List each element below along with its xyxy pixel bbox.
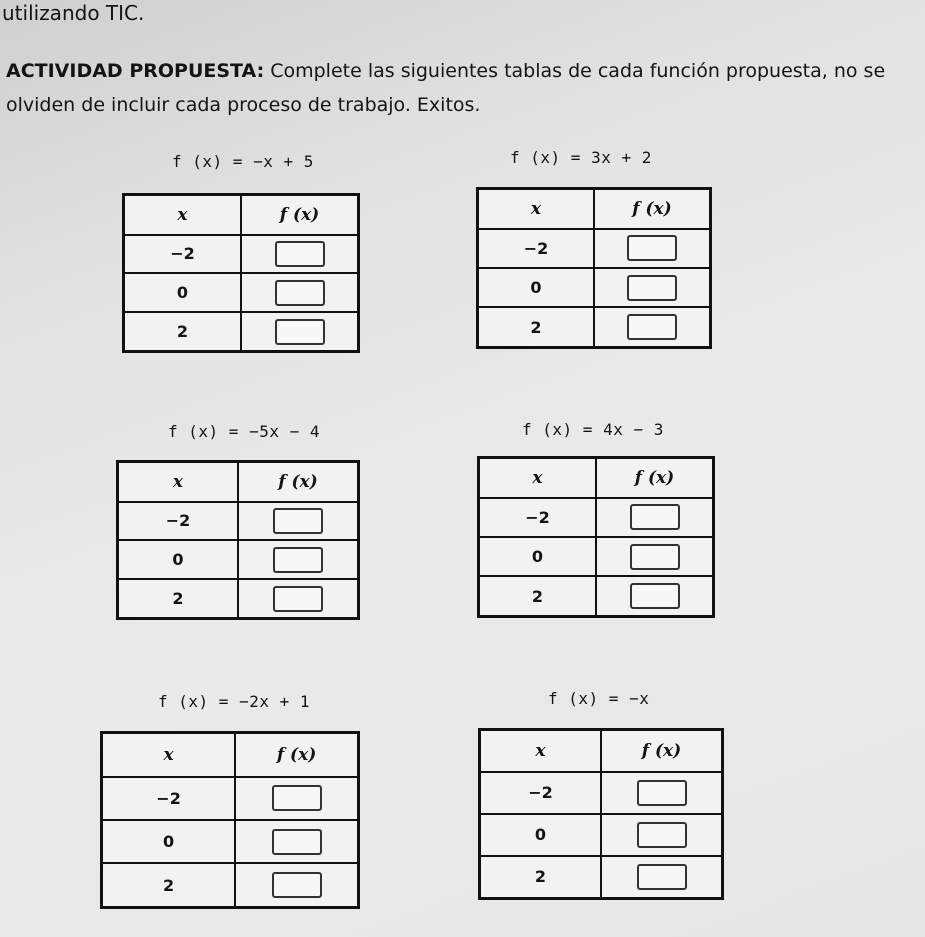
table-header-fx: f (x): [601, 730, 723, 772]
answer-box[interactable]: [273, 508, 323, 534]
fx-answer-cell[interactable]: [235, 820, 358, 863]
table-header-x: x: [102, 733, 236, 777]
answer-box[interactable]: [275, 319, 325, 345]
table-header-fx: f (x): [238, 462, 359, 502]
fx-answer-cell[interactable]: [241, 312, 359, 351]
intro-fragment: utilizando TIC.: [2, 1, 145, 25]
answer-box[interactable]: [275, 280, 325, 306]
fx-answer-cell[interactable]: [594, 229, 711, 268]
function-formula-2: f (x) = 3x + 2: [510, 148, 652, 167]
fx-answer-cell[interactable]: [601, 814, 723, 856]
fx-answer-cell[interactable]: [594, 268, 711, 307]
answer-box[interactable]: [630, 544, 680, 570]
function-table-3: [116, 460, 360, 620]
function-table-1: [122, 193, 360, 353]
table-header-fx: f (x): [594, 189, 711, 229]
function-table-2: [476, 187, 712, 349]
x-value-cell: −2: [124, 235, 242, 274]
x-value-cell: −2: [478, 229, 595, 268]
x-value-cell: 0: [478, 268, 595, 307]
fx-answer-cell[interactable]: [238, 502, 359, 541]
x-value-cell: −2: [480, 772, 602, 814]
fx-answer-cell[interactable]: [601, 772, 723, 814]
x-value-cell: 0: [479, 537, 597, 576]
function-table-6: [478, 728, 724, 900]
x-value-cell: −2: [102, 777, 236, 820]
answer-box[interactable]: [630, 583, 680, 609]
answer-box[interactable]: [627, 235, 677, 261]
answer-box[interactable]: [273, 586, 323, 612]
function-formula-5: f (x) = −2x + 1: [158, 692, 310, 711]
table-header-fx: f (x): [235, 733, 358, 777]
table-header-x: x: [118, 462, 239, 502]
x-value-cell: 2: [480, 856, 602, 899]
table-header-x: x: [124, 195, 242, 235]
answer-box[interactable]: [272, 872, 322, 898]
x-value-cell: −2: [118, 502, 239, 541]
answer-box[interactable]: [275, 241, 325, 267]
function-formula-6: f (x) = −x: [548, 689, 650, 708]
table-header-fx: f (x): [241, 195, 359, 235]
function-formula-3: f (x) = −5x − 4: [168, 422, 320, 441]
answer-box[interactable]: [273, 547, 323, 573]
x-value-cell: 0: [102, 820, 236, 863]
x-value-cell: 0: [480, 814, 602, 856]
answer-box[interactable]: [630, 504, 680, 530]
fx-answer-cell[interactable]: [596, 576, 714, 616]
x-value-cell: 2: [124, 312, 242, 351]
table-header-fx: f (x): [596, 458, 714, 498]
x-value-cell: 2: [102, 863, 236, 907]
function-table-4: [477, 456, 715, 618]
function-formula-4: f (x) = 4x − 3: [522, 420, 664, 439]
x-value-cell: 2: [479, 576, 597, 616]
fx-answer-cell[interactable]: [235, 777, 358, 820]
x-value-cell: −2: [479, 498, 597, 537]
fx-answer-cell[interactable]: [596, 537, 714, 576]
activity-instructions: [6, 54, 921, 122]
answer-box[interactable]: [627, 275, 677, 301]
table-header-x: x: [480, 730, 602, 772]
fx-answer-cell[interactable]: [241, 235, 359, 274]
answer-box[interactable]: [272, 785, 322, 811]
fx-answer-cell[interactable]: [601, 856, 723, 899]
activity-label: ACTIVIDAD PROPUESTA:: [6, 60, 265, 82]
function-formula-1: f (x) = −x + 5: [172, 152, 314, 171]
answer-box[interactable]: [637, 780, 687, 806]
answer-box[interactable]: [272, 829, 322, 855]
fx-answer-cell[interactable]: [235, 863, 358, 907]
x-value-cell: 0: [118, 540, 239, 579]
table-header-x: x: [479, 458, 597, 498]
table-header-x: x: [478, 189, 595, 229]
fx-answer-cell[interactable]: [241, 273, 359, 312]
fx-answer-cell[interactable]: [594, 307, 711, 347]
x-value-cell: 2: [478, 307, 595, 347]
answer-box[interactable]: [637, 864, 687, 890]
fx-answer-cell[interactable]: [238, 579, 359, 618]
fx-answer-cell[interactable]: [596, 498, 714, 537]
answer-box[interactable]: [637, 822, 687, 848]
fx-answer-cell[interactable]: [238, 540, 359, 579]
answer-box[interactable]: [627, 314, 677, 340]
function-table-5: [100, 731, 360, 909]
x-value-cell: 0: [124, 273, 242, 312]
activity-text: Complete las siguientes tablas de cada función propuesta, no se olviden de incluir cada proceso de trabajo. Exitos.: [6, 60, 886, 116]
x-value-cell: 2: [118, 579, 239, 618]
